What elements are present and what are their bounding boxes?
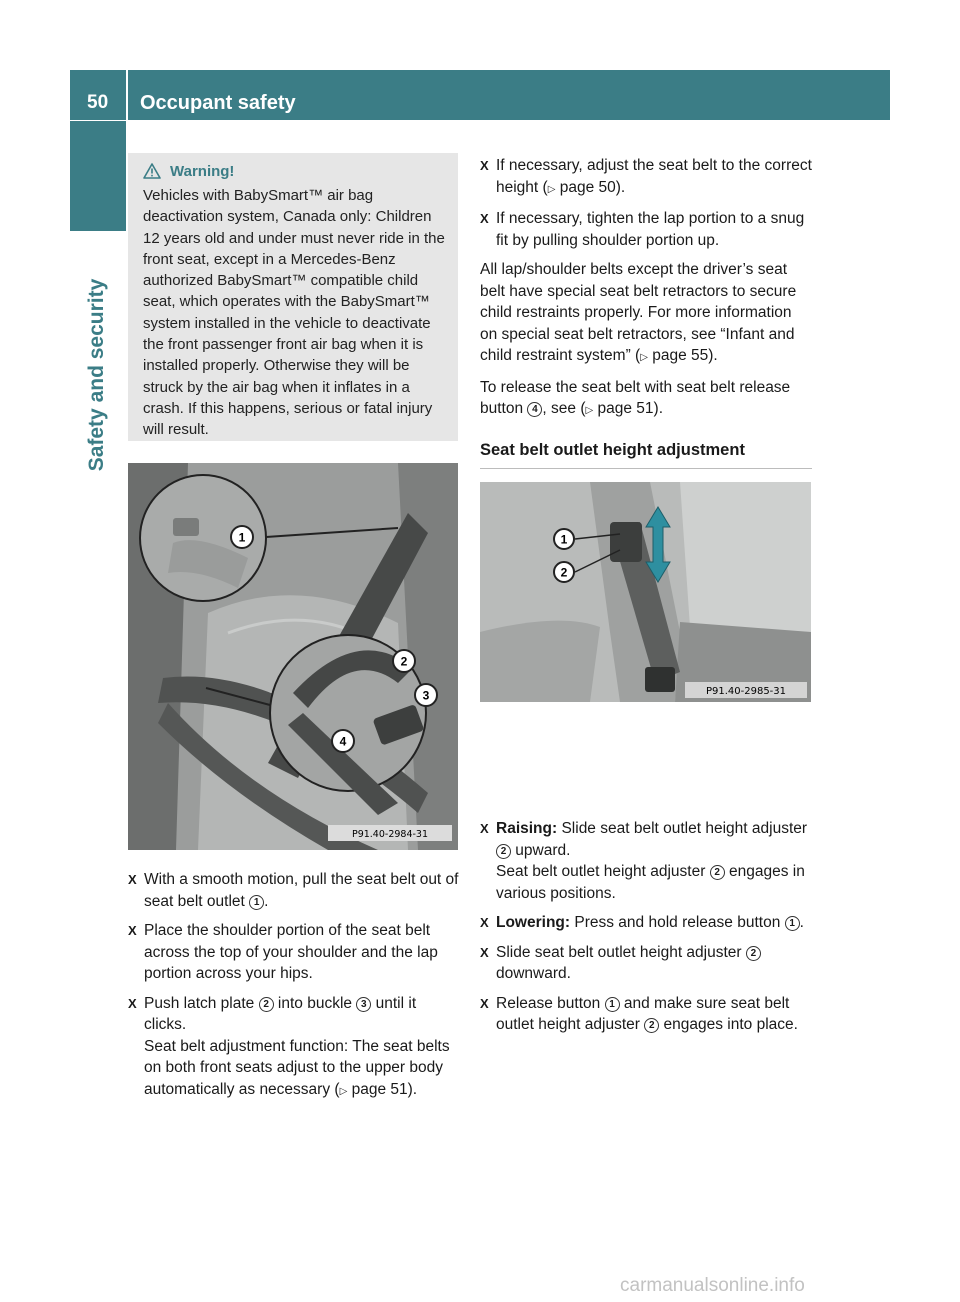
- step-text: and make sure seat belt outlet height adjuster: [496, 994, 790, 1033]
- step-marker-icon: X: [480, 821, 489, 836]
- callout-2: [554, 562, 574, 582]
- callout-ref: 2: [710, 865, 725, 880]
- paragraph-text: , see (: [542, 400, 586, 417]
- callout-ref: 3: [356, 997, 371, 1012]
- warning-header: [143, 160, 450, 182]
- step-note-text: Seat belt adjustment function: The seat belts on both front seats adjust to the upper body automatically as necessary (: [144, 1037, 450, 1098]
- step-label: Raising:: [496, 820, 558, 837]
- height-adjuster-figure: [480, 482, 811, 702]
- callout-ref: 1: [249, 895, 264, 910]
- step-text: .: [799, 914, 804, 931]
- step-slide-down: [480, 942, 812, 985]
- paragraph-text: All lap/shoulder belts except the driver’s seat belt have special seat belt retractors to secure child restraints properly. For more information on special seat belt retractors, see “Infant and child restraint system” (: [480, 261, 797, 364]
- step-pull-belt: [128, 869, 460, 912]
- step-label: Lowering:: [496, 914, 571, 931]
- step-text: If necessary, tighten the lap portion to a snug fit by pulling shoulder portion up.: [496, 210, 805, 249]
- svg-text:2: 2: [560, 565, 568, 580]
- callout-ref: 2: [259, 997, 274, 1012]
- step-text: Push latch plate: [144, 994, 259, 1012]
- figure-code: P91.40-2985-31: [705, 686, 787, 697]
- step-release-button: [480, 993, 812, 1036]
- callout-3: [415, 684, 437, 706]
- warning-box: [128, 153, 458, 441]
- page-ref-link[interactable]: page 51).: [351, 1080, 418, 1098]
- header-divider: [126, 70, 128, 120]
- callout-ref: 1: [605, 997, 620, 1012]
- callout-1: [231, 526, 253, 548]
- step-note: [496, 861, 812, 904]
- warning-text: Vehicles with BabySmart™ air bag deactivation system, Canada only: Children 12 years old and under must never ride in the front seat, except in a Mercedes-Benz authorized BabySmart™ compatible child seat, which operates with the BabySmart™ system installed in the vehicle to deactivate the front passenger front air bag when it is installed properly. Otherwise they will be struck by the air bag when it inflates in a crash. If this happens, serious or fatal injury will result.: [143, 187, 445, 439]
- step-note: [144, 1036, 460, 1103]
- step-text: .: [264, 892, 269, 910]
- page-ref-link[interactable]: page 51).: [597, 400, 663, 417]
- section-tab-marker: [70, 121, 126, 231]
- seat-belt-illustration: [128, 463, 458, 850]
- step-note-text: Seat belt outlet height adjuster: [496, 863, 710, 880]
- retractor-paragraph: [480, 259, 812, 369]
- step-marker-icon: X: [480, 915, 489, 930]
- svg-text:3: 3: [422, 688, 430, 703]
- callout-ref: 2: [644, 1018, 659, 1033]
- step-marker-icon: X: [128, 872, 137, 887]
- page-ref-icon: ▷: [640, 352, 648, 363]
- height-adjuster-illustration: [480, 482, 811, 702]
- step-text: downward.: [496, 965, 571, 982]
- step-tighten-lap: [480, 208, 812, 251]
- svg-text:1: 1: [560, 532, 568, 547]
- step-text: If necessary, adjust the seat belt to the correct height (: [496, 157, 812, 196]
- warning-triangle-icon: [143, 163, 161, 179]
- watermark: carmanualsonline.info: [620, 1275, 805, 1296]
- step-text: into buckle: [273, 994, 357, 1012]
- step-text: Release button: [496, 994, 605, 1012]
- callout-1: [554, 529, 574, 549]
- step-marker-icon: X: [480, 995, 489, 1011]
- page-header: [70, 70, 890, 120]
- step-lowering: [480, 912, 812, 934]
- step-text: Press and hold release button: [570, 914, 785, 931]
- step-place-belt: [128, 920, 460, 985]
- svg-text:1: 1: [238, 530, 246, 545]
- step-text: engages into place.: [659, 1016, 798, 1033]
- step-text: Place the shoulder portion of the seat belt across the top of your shoulder and the lap portion across your hips.: [144, 922, 438, 982]
- figure-code: P91.40-2984-31: [351, 829, 429, 840]
- left-steps: [128, 869, 460, 1110]
- svg-text:2: 2: [400, 654, 408, 669]
- page-ref-icon: ▷: [339, 1085, 348, 1097]
- step-marker-icon: X: [480, 211, 489, 226]
- paragraph-text: To release the seat belt with seat belt release button: [480, 378, 791, 417]
- step-marker-icon: X: [480, 158, 489, 173]
- callout-4: [332, 730, 354, 752]
- step-text: With a smooth motion, pull the seat belt out of seat belt outlet: [144, 871, 459, 910]
- page-title: Occupant safety: [140, 92, 296, 114]
- step-push-latch: [128, 993, 460, 1103]
- step-text: Slide seat belt outlet height adjuster: [557, 820, 808, 837]
- seat-belt-figure: [128, 463, 458, 850]
- step-text: upward.: [511, 841, 571, 859]
- page-ref-icon: ▷: [547, 183, 556, 195]
- step-text: until it clicks.: [144, 994, 417, 1033]
- page-ref-icon: ▷: [585, 405, 594, 416]
- step-note-text: engages in various positions.: [496, 863, 805, 902]
- callout-ref: 4: [527, 402, 542, 417]
- step-text: Slide seat belt outlet height adjuster: [496, 943, 746, 961]
- warning-heading: Warning!: [170, 162, 235, 180]
- callout-ref: 2: [746, 946, 761, 961]
- callout-ref: 1: [785, 916, 800, 931]
- svg-text:4: 4: [339, 734, 347, 749]
- step-marker-icon: X: [128, 923, 137, 938]
- step-adjust-height: [480, 155, 812, 200]
- page-ref-link[interactable]: page 50).: [559, 178, 626, 196]
- section-side-label: [62, 260, 132, 490]
- page-ref-link[interactable]: page 55).: [652, 347, 718, 364]
- section-side-label-text: Safety and security: [85, 278, 108, 472]
- callout-2: [393, 650, 415, 672]
- release-paragraph: [480, 377, 812, 422]
- step-raising: [480, 818, 812, 904]
- step-marker-icon: X: [480, 944, 489, 960]
- section-heading: Seat belt outlet height adjustment: [480, 440, 812, 470]
- callout-ref: 2: [496, 844, 511, 859]
- page-number: 50: [87, 92, 109, 113]
- step-marker-icon: X: [128, 995, 137, 1011]
